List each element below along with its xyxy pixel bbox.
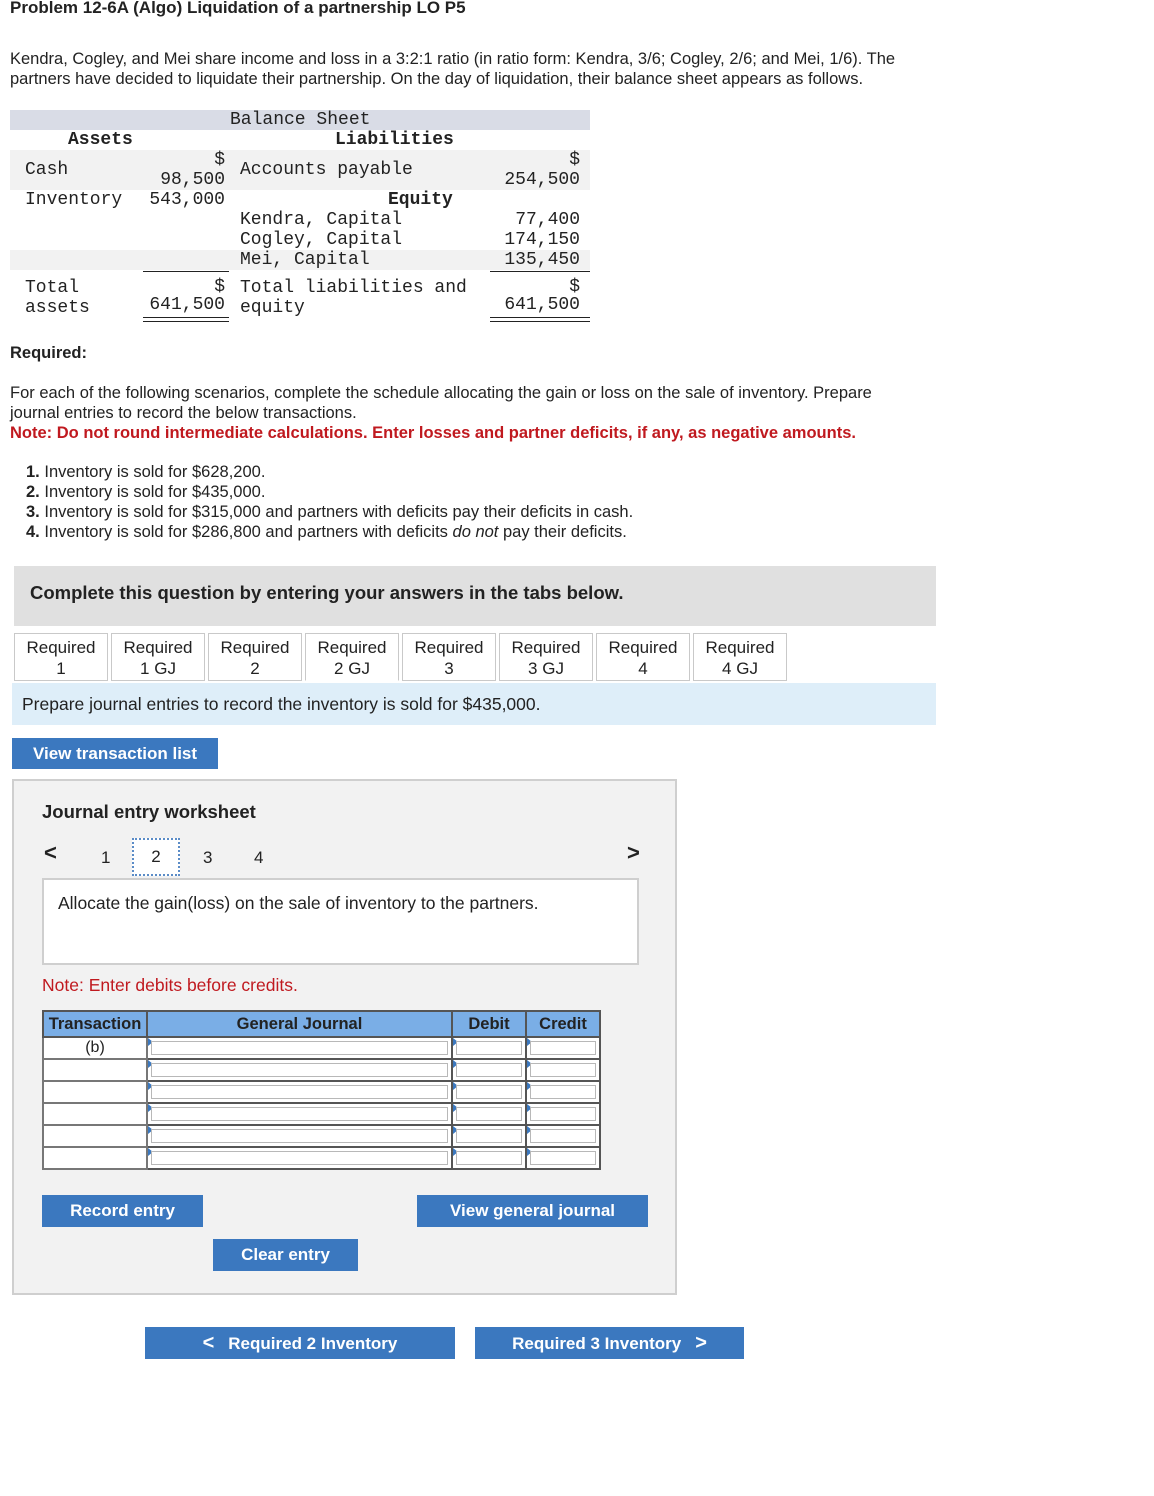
tab-required-3-gj[interactable]: Required 3 GJ — [499, 633, 593, 681]
equity-header: Equity — [388, 190, 453, 210]
debit-input[interactable] — [452, 1125, 526, 1147]
col-debit: Debit — [452, 1011, 526, 1037]
debit-input[interactable] — [452, 1059, 526, 1081]
view-general-journal-button[interactable]: View general journal — [417, 1195, 648, 1227]
next-required-3-inventory-button[interactable] — [475, 1327, 744, 1359]
transaction-cell — [43, 1081, 147, 1103]
prev-required-2-inventory-button[interactable] — [145, 1327, 455, 1359]
complete-banner-text: Complete this question by entering your answers in the tabs below. — [30, 582, 624, 603]
debit-input[interactable] — [452, 1037, 526, 1059]
col-credit: Credit — [526, 1011, 600, 1037]
col-transaction: Transaction — [43, 1011, 147, 1037]
debits-credits-note: Note: Enter debits before credits. — [42, 975, 298, 995]
required-heading: Required: — [10, 344, 88, 362]
intro-line-2: partners have decided to liquidate their partnership. On the day of liquidation, their balance sheet appears as follows. — [10, 70, 864, 88]
total-assets-label-2: assets — [25, 298, 90, 318]
intro-line-1: Kendra, Cogley, and Mei share income and loss in a 3:2:1 ratio (in ratio form: Kendra, 3/6; Cogley, 2/6; and Mei, 1/6). The — [10, 50, 896, 68]
account-select[interactable] — [147, 1103, 452, 1125]
equity-subtotal-rule — [490, 271, 590, 272]
mei-capital-label: Mei, Capital — [240, 250, 370, 270]
transaction-cell — [43, 1125, 147, 1147]
clear-entry-button[interactable]: Clear entry — [213, 1239, 358, 1271]
balance-sheet-title: Balance Sheet — [230, 110, 371, 130]
total-liabilities-equity-label-1: Total liabilities and — [240, 278, 467, 298]
total-assets-value: 641,500 — [149, 295, 225, 315]
next-button-label: Required 3 Inventory — [512, 1334, 682, 1353]
page-2-current[interactable]: 2 — [132, 838, 180, 876]
assets-subtotal-rule — [143, 271, 229, 272]
page-4[interactable]: 4 — [254, 848, 264, 867]
total-liabilities-equity-value: 641,500 — [504, 295, 580, 315]
tab-required-3[interactable]: Required 3 — [402, 633, 496, 681]
tab-required-2[interactable]: Required 2 — [208, 633, 302, 681]
worksheet-title: Journal entry worksheet — [42, 801, 256, 822]
total-assets-dollar: $ — [214, 277, 225, 297]
debit-input[interactable] — [452, 1147, 526, 1169]
view-transaction-list-button[interactable]: View transaction list — [12, 738, 218, 769]
scenario-item: 4. Inventory is sold for $286,800 and partners with deficits do not pay their deficits. — [26, 523, 627, 541]
accounts-payable-value: 254,500 — [504, 170, 580, 190]
account-select[interactable] — [147, 1125, 452, 1147]
credit-input[interactable] — [526, 1103, 600, 1125]
tab-required-2-gj[interactable]: Required 2 GJ — [305, 633, 399, 681]
total-assets-double-rule — [143, 317, 229, 322]
debit-input[interactable] — [452, 1081, 526, 1103]
entry-description-box — [42, 878, 639, 965]
table-row — [43, 1147, 600, 1169]
prev-button-label: Required 2 Inventory — [228, 1334, 398, 1353]
prev-page-arrow-icon[interactable]: < — [44, 840, 57, 865]
col-general-journal: General Journal — [147, 1011, 452, 1037]
tab-required-4[interactable]: Required 4 — [596, 633, 690, 681]
page-1[interactable]: 1 — [101, 848, 111, 867]
record-entry-button[interactable]: Record entry — [42, 1195, 203, 1227]
kendra-capital-value: 77,400 — [515, 210, 580, 230]
tab-required-1[interactable]: Required 1 — [14, 633, 108, 681]
assets-header: Assets — [68, 130, 133, 150]
transaction-cell — [43, 1103, 147, 1125]
credit-input[interactable] — [526, 1125, 600, 1147]
table-header-row — [43, 1011, 600, 1037]
total-liabilities-equity-dollar: $ — [569, 277, 580, 297]
cash-value: 98,500 — [160, 170, 225, 190]
debit-input[interactable] — [452, 1103, 526, 1125]
account-select[interactable] — [147, 1037, 452, 1059]
scenario-item: 2. Inventory is sold for $435,000. — [26, 483, 266, 501]
accounts-payable-dollar: $ — [569, 150, 580, 170]
chevron-left-icon: < — [202, 1332, 215, 1354]
credit-input[interactable] — [526, 1037, 600, 1059]
liabilities-header: Liabilities — [335, 130, 454, 150]
tab-required-4-gj[interactable]: Required 4 GJ — [693, 633, 787, 681]
table-row — [43, 1125, 600, 1147]
inventory-value: 543,000 — [149, 190, 225, 210]
instruction-text: Prepare journal entries to record the inventory is sold for $435,000. — [22, 694, 541, 714]
table-row — [43, 1037, 600, 1059]
credit-input[interactable] — [526, 1059, 600, 1081]
transaction-cell — [43, 1147, 147, 1169]
cogley-capital-label: Cogley, Capital — [240, 230, 403, 250]
credit-input[interactable] — [526, 1081, 600, 1103]
required-text-line-1: For each of the following scenarios, complete the schedule allocating the gain or loss on the sale of inventory. Prepare — [10, 384, 872, 402]
credit-input[interactable] — [526, 1147, 600, 1169]
complete-banner — [14, 566, 936, 626]
account-select[interactable] — [147, 1059, 452, 1081]
entry-description: Allocate the gain(loss) on the sale of inventory to the partners. — [58, 893, 539, 913]
cash-dollar: $ — [214, 150, 225, 170]
total-liabilities-equity-label-2: equity — [240, 298, 305, 318]
account-select[interactable] — [147, 1081, 452, 1103]
page-3[interactable]: 3 — [203, 848, 213, 867]
problem-title: Problem 12-6A (Algo) Liquidation of a partnership LO P5 — [10, 0, 466, 17]
table-row — [43, 1103, 600, 1125]
kendra-capital-label: Kendra, Capital — [240, 210, 403, 230]
transaction-cell: (b) — [43, 1037, 147, 1059]
rounding-note: Note: Do not round intermediate calculations. Enter losses and partner deficits, if any, as negative amounts. — [10, 424, 856, 442]
inventory-label: Inventory — [25, 190, 123, 210]
table-row — [43, 1081, 600, 1103]
tab-required-1-gj[interactable]: Required 1 GJ — [111, 633, 205, 681]
accounts-payable-label: Accounts payable — [240, 160, 413, 180]
table-row — [43, 1059, 600, 1081]
chevron-right-icon: > — [695, 1332, 707, 1354]
cogley-capital-value: 174,150 — [504, 230, 580, 250]
cash-label: Cash — [25, 160, 69, 180]
general-journal-table — [42, 1010, 601, 1170]
total-le-double-rule — [490, 317, 590, 322]
scenario-item: 1. Inventory is sold for $628,200. — [26, 463, 266, 481]
total-assets-label-1: Total — [25, 278, 80, 298]
account-select[interactable] — [147, 1147, 452, 1169]
instruction-bar — [12, 683, 936, 725]
transaction-cell — [43, 1059, 147, 1081]
required-text-line-2: journal entries to record the below transactions. — [10, 404, 357, 422]
scenario-item: 3. Inventory is sold for $315,000 and partners with deficits pay their deficits in cash. — [26, 503, 634, 521]
next-page-arrow-icon[interactable]: > — [627, 840, 640, 865]
mei-capital-value: 135,450 — [504, 250, 580, 270]
